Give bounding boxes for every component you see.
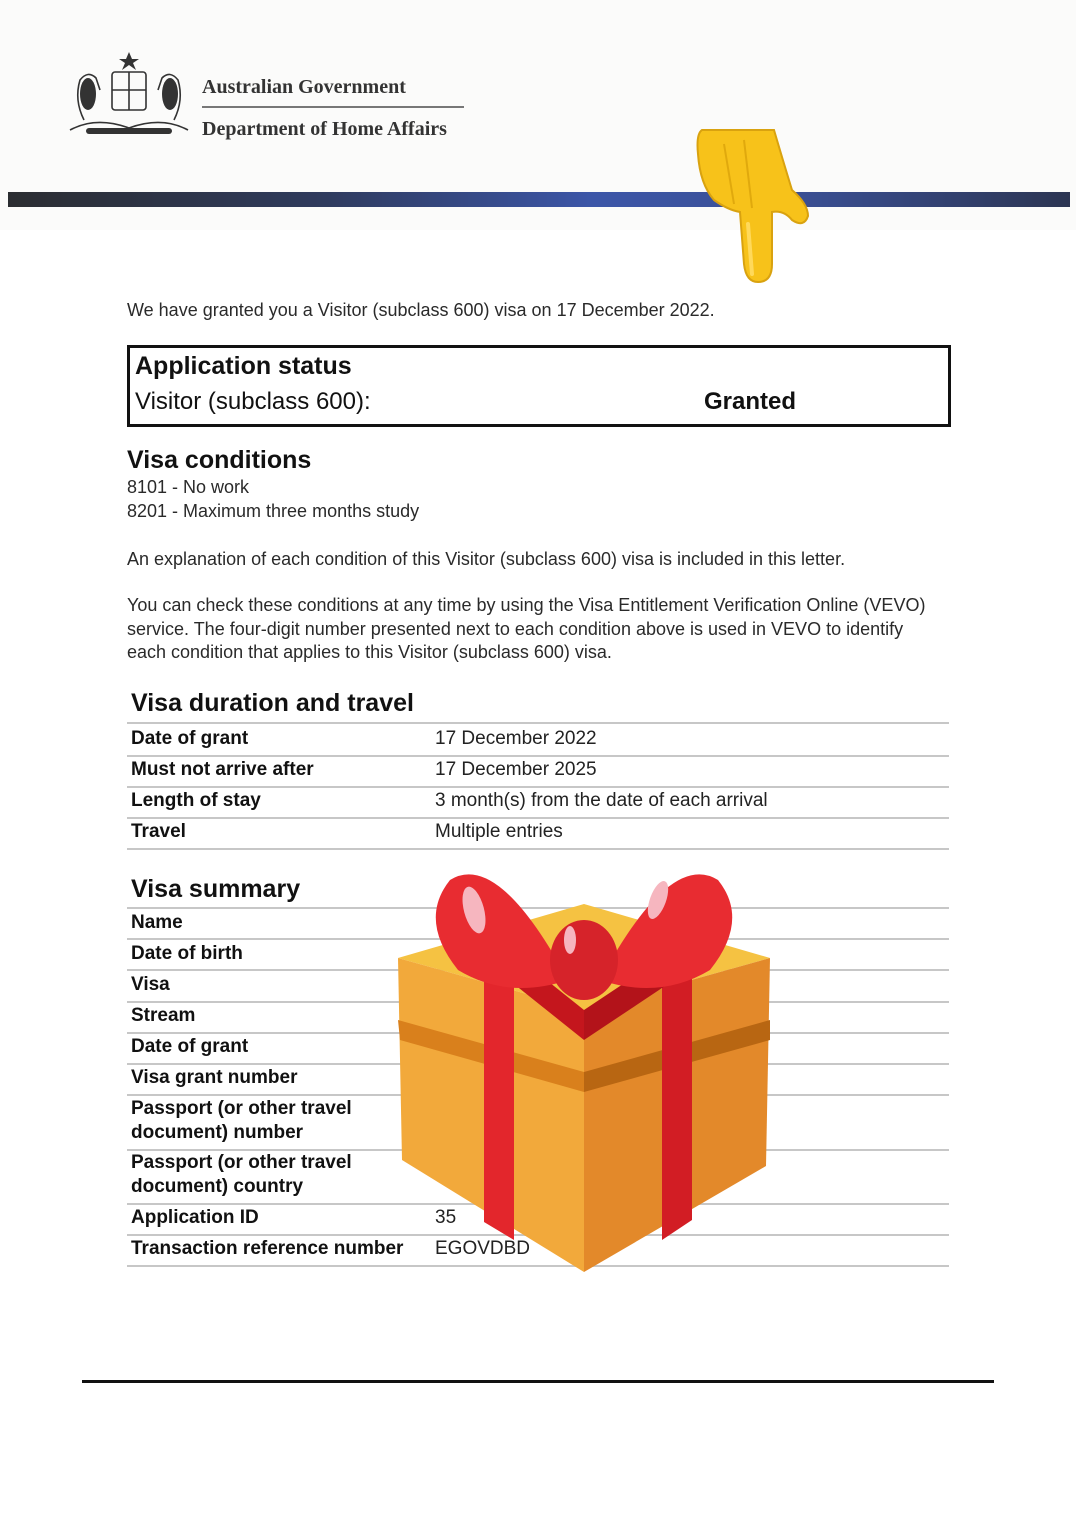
- row-value: 17 December 2022: [435, 728, 597, 749]
- row-divider: [127, 755, 949, 757]
- row-label: Date of grant: [131, 1036, 249, 1057]
- row-label: Passport (or other travel document) country: [131, 1152, 352, 1197]
- wrapped-gift-icon: [388, 860, 780, 1278]
- row-label: Visa grant number: [131, 1067, 298, 1088]
- footer-divider: [82, 1380, 994, 1383]
- row-label: Transaction reference number: [131, 1238, 404, 1259]
- condition-item: 8101 - No work: [127, 477, 250, 497]
- row-label: Name: [131, 912, 183, 933]
- row-divider: [127, 722, 949, 724]
- status-title: Application status: [135, 352, 352, 380]
- condition-item: 8201 - Maximum three months study: [127, 501, 420, 521]
- row-label: Passport (or other travel document) number: [131, 1098, 352, 1143]
- conditions-explanation: An explanation of each condition of this Visitor (subclass 600) visa is included in this letter.: [127, 549, 846, 569]
- status-value: Granted: [704, 388, 797, 415]
- application-status-box: [127, 345, 951, 427]
- government-name: Australian Government: [202, 76, 406, 98]
- department-name: Department of Home Affairs: [202, 118, 447, 140]
- visa-conditions-title: Visa conditions: [127, 446, 312, 474]
- coat-of-arms-icon: [66, 50, 192, 142]
- row-label: Date of birth: [131, 943, 243, 964]
- row-value: 3 month(s) from the date of each arrival: [435, 790, 768, 811]
- row-label: Travel: [131, 821, 186, 842]
- row-value: 35: [435, 1207, 457, 1228]
- row-value: 17 December 2025: [435, 759, 597, 780]
- row-label: Length of stay: [131, 790, 261, 811]
- row-label: Date of grant: [131, 728, 249, 749]
- row-label: Stream: [131, 1005, 196, 1026]
- header-divider: [202, 106, 464, 108]
- visa-summary-title: Visa summary: [131, 875, 301, 903]
- row-label: Application ID: [131, 1207, 259, 1228]
- row-value: EGOVDBD: [435, 1238, 531, 1259]
- row-divider: [127, 786, 949, 788]
- grant-intro: We have granted you a Visitor (subclass 600) visa on 17 December 2022.: [127, 300, 715, 320]
- row-label: Visa: [131, 974, 170, 995]
- row-divider: [127, 848, 949, 850]
- vevo-paragraph: You can check these conditions at any time by using the Visa Entitlement Verification Online (VEVO) service. The four-digit number presented next to each condition above is used in VEVO to identify each condition that applies to this Visitor (subclass 600) visa.: [127, 595, 926, 662]
- pointing-down-hand-icon: [688, 124, 816, 284]
- status-label: Visitor (subclass 600):: [135, 388, 371, 415]
- row-label: Must not arrive after: [131, 759, 314, 780]
- duration-travel-title: Visa duration and travel: [131, 689, 414, 717]
- row-value: Multiple entries: [435, 821, 563, 842]
- row-divider: [127, 817, 949, 819]
- banner-bar: [8, 192, 1070, 207]
